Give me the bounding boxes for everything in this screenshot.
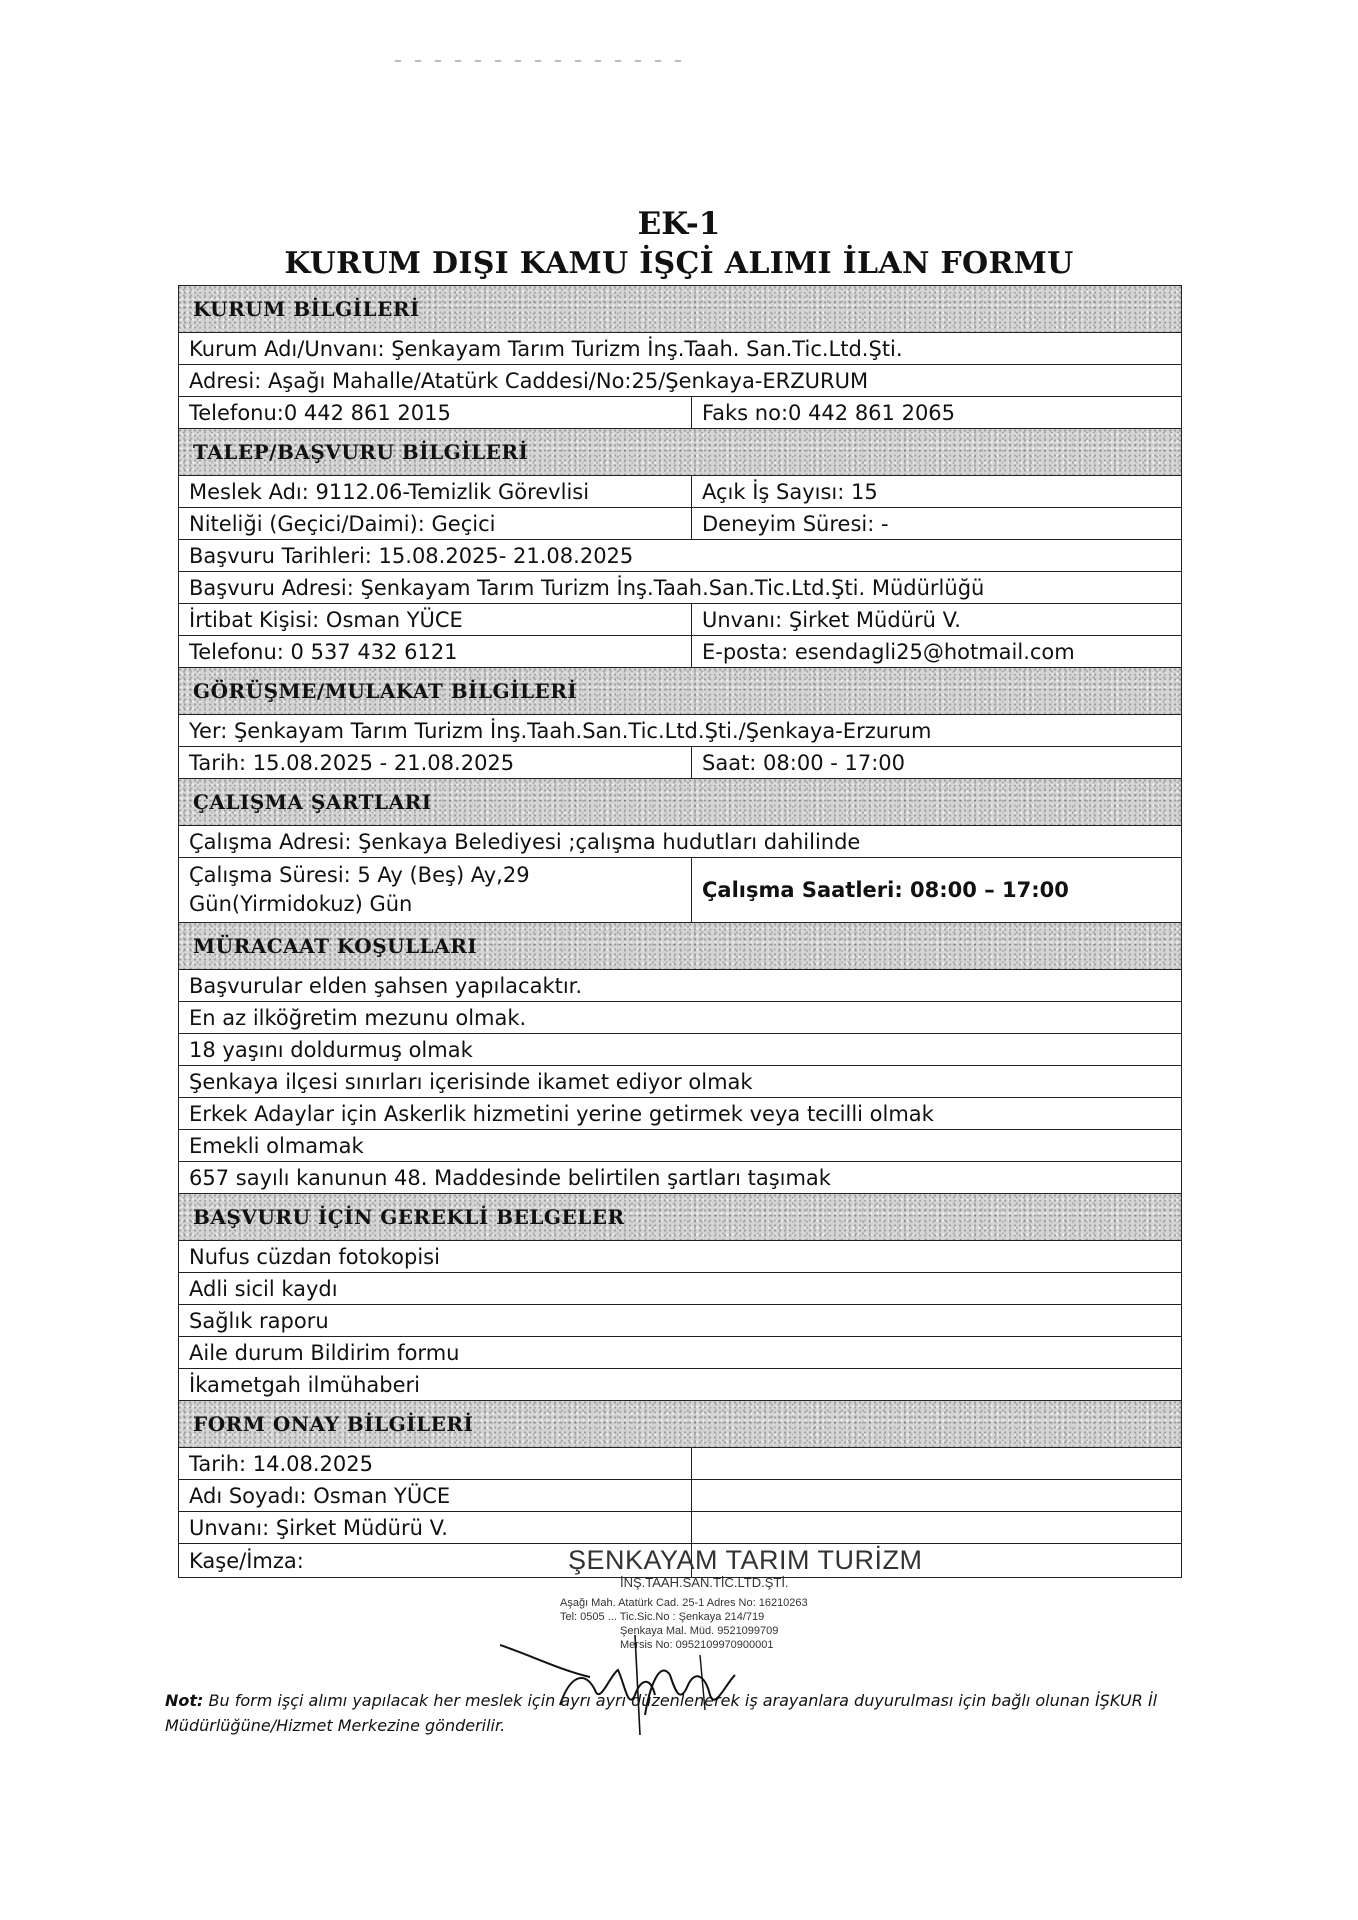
stamp-line: Mersis No: 0952109970900001 (620, 1639, 774, 1651)
muracaat-item: 18 yaşını doldurmuş olmak (189, 1037, 473, 1062)
irtibat-kisisi: İrtibat Kişisi: Osman YÜCE (179, 604, 692, 635)
onay-unvani: Unvanı: Şirket Müdürü V. (179, 1512, 692, 1543)
footer-note (165, 1688, 1175, 1738)
kurum-adi: Kurum Adı/Unvanı: Şenkayam Tarım Turizm İnş.Taah. San.Tic.Ltd.Şti. (189, 336, 903, 361)
deneyim-suresi: Deneyim Süresi: - (702, 511, 889, 536)
stamp-company-name: ŞENKAYAM TARIM TURİZM (568, 1545, 923, 1575)
stamp-line: Aşağı Mah. Atatürk Cad. 25-1 Adres No: 16210263 (560, 1597, 808, 1609)
muracaat-item: Erkek Adaylar için Askerlik hizmetini yerine getirmek veya tecilli olmak (189, 1101, 934, 1126)
muracaat-item: Başvurular elden şahsen yapılacaktır. (189, 973, 583, 998)
document-title: KURUM DIŞI KAMU İŞÇİ ALIMI İLAN FORMU (284, 246, 1074, 281)
calisma-saatleri: Çalışma Saatleri: 08:00 – 17:00 (702, 878, 1069, 902)
kurum-faks: Faks no:0 442 861 2065 (702, 400, 956, 425)
gorusme-section (179, 668, 1181, 779)
niteligi: Niteliği (Geçici/Daimi): Geçici (179, 508, 692, 539)
note-text: Bu form işçi alımı yapılacak her meslek için ayrı ayrı düzenlenerek iş arayanlara duyurulması için bağlı olunan İŞKUR İl Müdürlüğüne/Hizmet Merkezine gönderilir. (165, 1691, 1158, 1735)
gorusme-section-title: GÖRÜŞME/MULAKAT BİLGİLERİ (179, 668, 1181, 715)
belgeler-section (179, 1194, 1181, 1401)
muracaat-item: Emekli olmamak (189, 1133, 364, 1158)
onay-section-title: FORM ONAY BİLGİLERİ (179, 1401, 1181, 1448)
kurum-section-title: KURUM BİLGİLERİ (179, 286, 1181, 333)
basvuru-adresi: Başvuru Adresi: Şenkayam Tarım Turizm İnş.Taah.San.Tic.Ltd.Şti. Müdürlüğü (189, 575, 985, 600)
kurum-telefon: Telefonu:0 442 861 2015 (179, 397, 692, 428)
onay-tarihi: Tarih: 14.08.2025 (179, 1448, 692, 1479)
meslek-adi: Meslek Adı: 9112.06-Temizlik Görevlisi (179, 476, 692, 507)
muracaat-item: 657 sayılı kanunun 48. Maddesinde belirtilen şartları taşımak (189, 1165, 831, 1190)
document-code: EK-1 (637, 206, 721, 242)
basvuru-tarihleri: Başvuru Tarihleri: 15.08.2025- 21.08.2025 (189, 543, 634, 568)
belge-item: Adli sicil kaydı (189, 1276, 338, 1301)
muracaat-item: Şenkaya ilçesi sınırları içerisinde ikamet ediyor olmak (189, 1069, 753, 1094)
stamp-company-type: İNŞ.TAAH.SAN.TİC.LTD.ŞTİ. (620, 1575, 789, 1590)
note-label: Not: (165, 1691, 204, 1710)
belge-item: Nufus cüzdan fotokopisi (189, 1244, 440, 1269)
calisma-suresi: Çalışma Süresi: 5 Ay (Beş) Ay,29 Gün(Yirmidokuz) Gün (179, 858, 692, 922)
gorusme-yeri: Yer: Şenkayam Tarım Turizm İnş.Taah.San.Tic.Ltd.Şti./Şenkaya-Erzurum (189, 718, 932, 743)
onay-adi-soyadi: Adı Soyadı: Osman YÜCE (179, 1480, 692, 1511)
gorusme-saati: Saat: 08:00 - 17:00 (702, 750, 906, 775)
calisma-section-title: ÇALIŞMA ŞARTLARI (179, 779, 1181, 826)
kase-imza: Kaşe/İmza: (179, 1544, 692, 1577)
talep-section-title: TALEP/BAŞVURU BİLGİLERİ (179, 429, 1181, 476)
belgeler-section-title: BAŞVURU İÇİN GEREKLİ BELGELER (179, 1194, 1181, 1241)
stamp-line: Tel: 0505 ... Tic.Sic.No : Şenkaya 214/719 (560, 1611, 765, 1623)
belge-item: İkametgah ilmühaberi (189, 1372, 420, 1397)
kurum-adres: Adresi: Aşağı Mahalle/Atatürk Caddesi/No:25/Şenkaya-ERZURUM (189, 368, 869, 393)
kurum-section (179, 286, 1181, 429)
stamp-line: Şenkaya Mal. Müd. 9521099709 (620, 1625, 779, 1637)
belge-item: Aile durum Bildirim formu (189, 1340, 460, 1365)
muracaat-section-title: MÜRACAAT KOŞULLARI (179, 923, 1181, 970)
irtibat-unvani: Unvanı: Şirket Müdürü V. (702, 607, 961, 632)
acik-is-sayisi: Açık İş Sayısı: 15 (702, 479, 878, 504)
muracaat-section (179, 923, 1181, 1194)
application-form (178, 285, 1182, 1578)
irtibat-telefonu: Telefonu: 0 537 432 6121 (179, 636, 692, 667)
irtibat-eposta: E-posta: esendagli25@hotmail.com (702, 639, 1075, 664)
scan-marks (395, 60, 695, 62)
calisma-section (179, 779, 1181, 923)
belge-item: Sağlık raporu (189, 1308, 329, 1333)
talep-section (179, 429, 1181, 668)
muracaat-item: En az ilköğretim mezunu olmak. (189, 1005, 527, 1030)
gorusme-tarihi: Tarih: 15.08.2025 - 21.08.2025 (179, 747, 692, 778)
calisma-adresi: Çalışma Adresi: Şenkaya Belediyesi ;çalışma hudutları dahilinde (189, 829, 861, 854)
